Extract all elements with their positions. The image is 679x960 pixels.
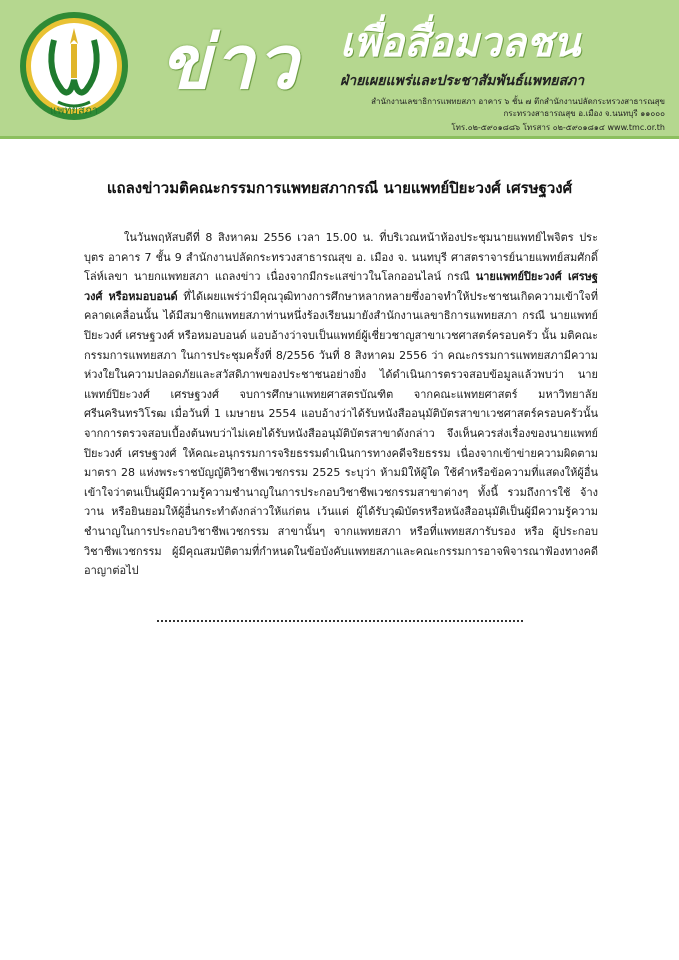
contact-line: โทร.๐๒-๕๙๐๑๘๘๖ โทรสาร ๐๒-๕๙๐๑๘๑๔ www.tmc.or.th [451,123,665,132]
logo-text: แพทยสภา [49,104,99,117]
medical-council-logo [18,10,130,122]
address-line-2: กระทรวงสาธารณสุข อ.เมือง จ.นนทบุรี ๑๑๐๐๐ [503,109,665,118]
press-release-headline: แถลงข่าวมติคณะกรรมการแพทยสภากรณี นายแพทย์ปิยะวงศ์ เศรษฐวงศ์ [106,179,573,197]
department-name: ฝ่ายเผยแพร่และประชาสัมพันธ์แพทยสภา [340,73,585,89]
news-header-band [0,0,679,136]
address-line-1: สำนักงานเลขาธิการแพทยสภา อาคาร ๖ ชั้น ๗ ตึกสำนักงานปลัดกระทรวงสาธารณสุข [371,97,665,106]
press-release-body [84,228,598,581]
body-text-part-1: ในวันพฤหัสบดีที่ 8 สิงหาคม 2556 เวลา 15.00 น. ที่บริเวณหน้าห้องประชุมนายแพทย์ไพจิตร ประบุตร อาคาร 7 ชั้น 9 สำนักงานปลัดกระทรวงสาธารณสุข อ. เมือง จ. นนทบุรี ศาสตราจารย์นายแพทย์สมศักดิ์ โล่ห์เลขา นายกแพทยสภา แถลงข่าว เนื่องจากมีกระแสข่าวในโลกออนไลน์ กรณี [84,231,598,284]
body-text-emphasis: นายแพทย์ปิยะวงศ์ เศรษฐวงศ์ หรือหมอบอนด์ [84,270,598,303]
body-paragraph [84,228,598,581]
news-subtitle: เพื่อสื่อมวลชน [340,19,581,66]
body-text-part-2: ที่ได้เผยแพร่ว่ามีคุณวุฒิทางการศึกษาหลากหลายซึ่งอาจทำให้ประชาชนเกิดความเข้าใจที่คลาดเคลื่อนนั้น ได้มีสมาชิกแพทยสภาท่านหนึ่งร้องเรียนมายังสำนักงานเลขาธิการแพทยสภา กรณี นายแพทย์ปิยะวงศ์ เศรษฐวงศ์ หรือหมอบอนด์ แอบอ้างว่าจบเป็นแพทย์ผู้เชี่ยวชาญสาขาเวชศาสตร์ครอบครัว นั้น มติคณะกรรมการแพทยสภา ในการประชุมครั้งที่ 8/2556 วันที่ 8 สิงหาคม 2556 ว่า คณะกรรมการแพทยสภามีความห่วงใยในความปลอดภัยและสวัสดิภาพของประชาชนอย่างยิ่ง ได้ดำเนินการตรวจสอบข้อมูลแล้วพบว่า นายแพทย์ปิยะวงศ์ เศรษฐวงศ์ จบการศึกษาแพทยศาสตรบัณฑิต จากคณะแพทยศาสตร์ มหาวิทยาลัยศรีนครินทรวิโรฒ เมื่อวันที่ 1 เมษายน 2554 แอบอ้างว่าได้รับหนังสืออนุมัติบัตรสาขาเวชศาสตร์ครอบครัวนั้น จากการตรวจสอบเบื้องต้นพบว่าไม่เคยได้รับหนังสืออนุมัติบัตรสาขาดังกล่าว จึงเห็นควรส่งเรื่องของนายแพทย์ปิยะวงศ์ เศรษฐวงศ์ ให้คณะอนุกรรมการจริยธรรมดำเนินการทางคดีจริยธรรม เนื่องจากเข้าข่ายความผิดตามมาตรา 28 แห่งพระราชบัญญัติวิชาชีพเวชกรรม 2525 ระบุว่า ห้ามมิให้ผู้ใด ใช้คำหรือข้อความที่แสดงให้ผู้อื่นเข้าใจว่าตนเป็นผู้มีความรู้ความชำนาญในการประกอบวิชาชีพเวชกรรมสาขาต่างๆ ทั้งนี้ รวมถึงการใช้ จ้าง วาน หรือยินยอมให้ผู้อื่นกระทำดังกล่าวให้แก่ตน เว้นแต่ ผู้ได้รับวุฒิบัตรหรือหนังสืออนุมัติเป็นผู้มีความรู้ความชำนาญในการประกอบวิชาชีพเวชกรรม สาขานั้นๆ จากแพทยสภา หรือที่แพทยสภารับรอง หรือ ผู้ประกอบวิชาชีพเวชกรรม ผู้มีคุณสมบัติตามที่กำหนดในข้อบังคับแพทยสภาและคณะกรรมการอาจพิจารณาฟ้องทางคดีอาญาต่อไป [84,289,598,578]
separator-line [157,620,523,622]
news-title: ข่าว [160,20,300,106]
header-divider [0,136,679,139]
